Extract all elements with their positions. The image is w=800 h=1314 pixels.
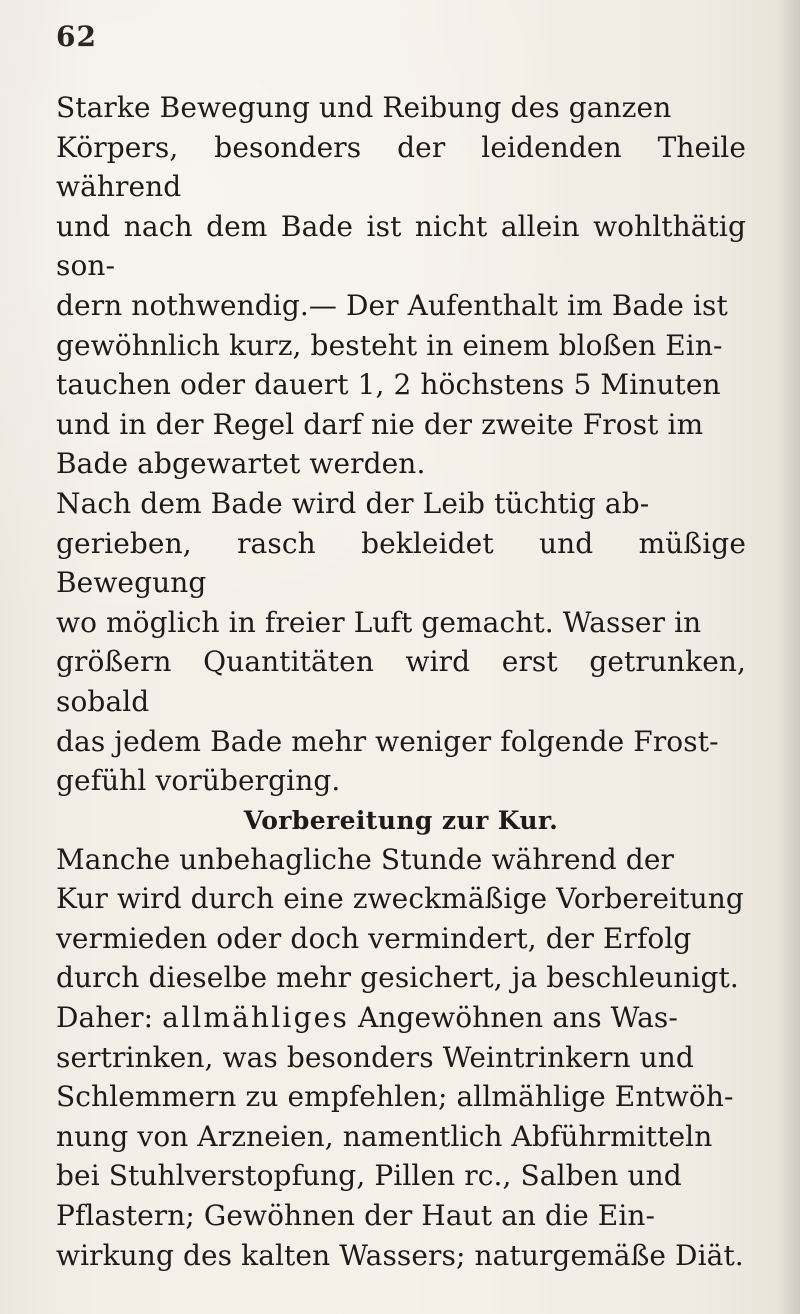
paragraph-after-bath: Nach dem Bade wird der Leib tüchtig ab- gerieben, rasch bekleidet und müßige Bewegung wo möglich in freier Luft gemacht. Wasser in größern Quantitäten wird erst getrunken, sobald das jedem Bade mehr weniger folgende Frost- gefühl vorüberging. [56, 486, 746, 798]
paragraph-preparation-part-1: Manche unbehagliche Stunde während der Kur wird durch eine zweckmäßige Vorbereitung vermieden oder doch vermindert, der Erfolg durch dieselbe mehr gesichert, ja beschleunigt. Daher: [56, 842, 744, 1035]
paragraph-bathing-motion: Starke Bewegung und Reibung des ganzen Körpers, besonders der leidenden Theile während und nach dem Bade ist nicht allein wohlthätig son- dern nothwendig.— Der Aufenthalt im Bade ist gewöhnlich kurz, besteht in einem bloßen Ein- tauchen oder dauert 1, 2 höchstens 5 Minuten und in der Regel darf nie der zweite Frost im Bade abgewartet werden. [56, 91, 746, 481]
section-heading: Vorbereitung zur Kur. [243, 805, 559, 835]
page-fold-shadow [778, 0, 800, 1314]
paragraph-preparation-part-2: Angewöhnen ans Was- sertrinken, was besonders Weintrinkern und Schlemmern zu empfehlen; allmählige Entwöh- nung von Arzneien, namentlich Abführmitteln bei Stuhlverstopfung, Pillen rc., Salben und Pflastern; Gewöhnen der Haut an die Ein- wirkung des kalten Wassers; naturgemäße Diät. [56, 1001, 744, 1272]
spaced-emphasis: allmähliges [162, 1001, 350, 1035]
page-number: 62 [56, 20, 97, 53]
page-content [56, 88, 746, 1275]
paragraph-preparation [56, 840, 746, 1276]
